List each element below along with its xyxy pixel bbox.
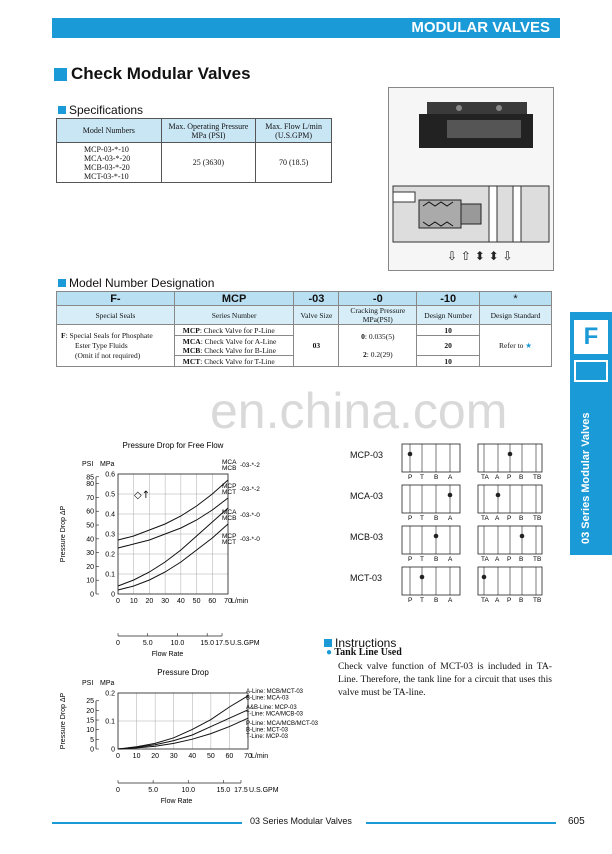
port-label: TB [533,556,542,562]
port-label: B [519,597,524,603]
psi-tick-label: 20 [86,707,94,715]
label-cracking: Cracking Pressure MPa(PSI) [339,306,417,325]
port-label: A [448,474,453,480]
x-tick-label: 30 [169,753,178,760]
port-label: A [495,556,500,562]
spec-model: MCP-03-*-10 [84,144,129,154]
port-label: B [519,515,524,521]
check-valve-mark [520,534,525,539]
code-standard: * [480,292,552,306]
instructions-bullet: ● Tank Line Used [326,647,402,658]
code-size: -03 [294,292,339,306]
design-number: 10 [417,325,480,336]
series-label: MCP [222,483,237,490]
spec-col-pressure: Max. Operating Pressure MPa (PSI) [161,119,256,143]
port-label: T [420,474,424,480]
label-size: Valve Size [294,306,339,325]
psi-tick-label: 5 [90,736,94,744]
psi-unit-label: PSI [82,680,94,687]
gpm-unit-label: U.S.GPM [230,640,260,647]
legend-entry: B-Line: MCA-03 [246,695,289,702]
x-tick-label: 20 [145,598,154,605]
instructions-text: Check valve function of MCT-03 is included in TA-Line. Therefore, the tank line for a circuit that uses this valve must be TA-line. [338,661,552,698]
series-label: -03-*-0 [240,512,260,519]
x-axis-label: Flow Rate [160,798,193,805]
symbol-diagram [350,563,550,603]
series-label: MCT [222,539,237,546]
valve-photo-and-section [389,88,553,270]
symbol-box [402,567,460,595]
port-label: TA [481,474,489,480]
psi-tick-label: 80 [86,481,94,489]
designation-square-icon [58,279,66,287]
psi-tick-label: 85 [86,474,94,482]
port-label: TA [481,556,489,562]
psi-tick-label: 40 [86,536,94,544]
spec-model: MCT-03-*-10 [84,171,129,181]
port-label: B [519,556,524,562]
x-tick-label: 40 [188,753,197,760]
series-mca-mcb: MCA: Check Valve for A-Line MCB: Check Valve for B-Line [174,336,294,356]
x-tick-label: 50 [206,753,215,760]
x-tick-label: 0 [116,753,120,760]
port-label: P [507,597,512,603]
port-label: TA [481,515,489,521]
series-label: MCA [222,509,237,516]
psi-tick-label: 20 [86,563,94,571]
port-label: P [507,515,512,521]
product-images [388,87,554,271]
check-valve-mark [408,452,413,457]
y-axis-label: Pressure Drop ΔP [60,505,67,563]
gpm-tick-label: 0 [116,787,120,794]
port-label: P [408,556,413,562]
label-seal: Special Seals [57,306,175,325]
x-tick-label: 10 [132,753,141,760]
instructions-square-icon [324,639,332,647]
check-valve-mark [434,534,439,539]
port-label: P [408,597,413,603]
series-line [118,710,248,749]
spec-flow-value: 70 (18.5) [256,143,332,183]
series-label: MCP [222,533,237,540]
legend-entry: A-Line: MCB/MCT-03 [246,689,304,695]
y-tick-label: 0.6 [105,471,115,479]
side-tab-letter: F [574,320,608,354]
code-seal: F- [57,292,175,306]
spec-models-cell [57,143,162,183]
y-tick-label: 0 [111,591,115,599]
symbol-box [402,444,460,472]
psi-unit-label: PSI [82,461,94,468]
port-label: P [408,515,413,521]
valve-size-value: 03 [294,325,339,367]
symbol-diagram [350,522,550,562]
gpm-tick-label: 10.0 [170,640,185,647]
x-tick-label: 0 [116,598,120,605]
check-valve-mark [448,493,453,498]
spec-square-icon [58,106,66,114]
spec-col-model: Model Numbers [57,119,162,143]
port-label: B [434,474,439,480]
psi-tick-label: 10 [86,727,94,735]
designation-heading: Model Number Designation [58,274,214,292]
psi-tick-label: 0 [90,746,94,754]
port-label: B [434,515,439,521]
legend-entry: A&B-Line: MCP-03 [246,705,297,711]
series-label: MCB [222,515,237,522]
footer-line-right [366,822,556,824]
port-label: A [495,597,500,603]
port-label: T [420,515,424,521]
port-label: A [448,556,453,562]
mpa-unit-label: MPa [100,680,115,687]
chart-title: Pressure Drop for Free Flow [122,441,224,450]
port-label: B [434,597,439,603]
symbol-diagram [350,481,550,521]
port-label: TB [533,515,542,521]
port-label: B [434,556,439,562]
side-tab [570,312,612,555]
check-valve-mark [508,452,513,457]
spec-pressure-value: 25 (3630) [161,143,256,183]
code-series: MCP [174,292,294,306]
x-tick-label: 20 [151,753,160,760]
gpm-tick-label: 10.0 [181,787,196,794]
y-tick-label: 0 [111,746,115,754]
design-standard: Refer to ★ [480,325,552,367]
psi-tick-label: 30 [86,550,94,558]
symbol-label: MCB-03 [350,532,384,542]
psi-tick-label: 50 [86,522,94,530]
psi-tick-label: 10 [86,577,94,585]
label-series: Series Number [174,306,294,325]
x-tick-label: 60 [225,753,234,760]
y-tick-label: 0.5 [105,491,115,499]
series-mct: MCT: Check Valve for T-Line [174,356,294,367]
psi-tick-label: 70 [86,494,94,502]
x-tick-label: 40 [176,598,185,605]
design-number: 20 [417,336,480,356]
footer-line-left [52,822,242,824]
spec-model: MCA-03-*-20 [84,153,131,163]
footer-text: 03 Series Modular Valves [250,816,352,826]
symbol-box [402,485,460,513]
legend-entry: P-Line: MCA/MCB/MCT-03 [246,721,319,727]
check-valve-mark [482,575,487,580]
port-label: A [495,474,500,480]
x-tick-label: 50 [192,598,201,605]
x-unit-label: L/min [231,598,249,605]
psi-tick-label: 15 [86,717,94,725]
bullet-icon: ● [326,647,333,658]
gpm-unit-label: U.S.GPM [248,787,279,794]
chart-title: Pressure Drop [157,668,209,677]
gpm-tick-label: 5.0 [148,787,159,794]
cracking-values: 0: 0.035(5) 2: 0.2(29) [339,325,417,367]
symbol-diagram [350,440,550,480]
port-label: P [507,556,512,562]
gpm-tick-label: 15.0 [216,787,231,794]
y-tick-label: 0.1 [105,571,115,579]
symbol-box [402,526,460,554]
code-cracking: -0 [339,292,417,306]
symbol-label: MCA-03 [350,491,384,501]
star-icon: ★ [525,341,533,350]
port-label: A [495,515,500,521]
legend-entry: T-Line: MCP-03 [246,734,289,740]
gpm-tick-label: 17.5 [215,640,229,647]
series-label: MCB [222,465,237,472]
designation-table [56,291,552,367]
mpa-unit-label: MPa [100,461,115,468]
side-tab-text: 03 Series Modular Valves [580,412,592,544]
chart-free-flow [56,438,336,658]
psi-tick-label: 25 [86,698,94,706]
port-label: TB [533,474,542,480]
x-axis-label: Flow Rate [151,651,184,658]
port-label: A [448,597,453,603]
series-label: -03-*-0 [240,536,260,543]
legend-entry: B-Line: MCT-03 [246,727,289,734]
gpm-tick-label: 0 [116,640,120,647]
spec-col-flow: Max. Flow L/min (U.S.GPM) [256,119,332,143]
chart-pressure-drop [56,665,336,807]
header-banner: MODULAR VALVES [52,18,560,38]
gpm-tick-label: 15.0 [200,640,215,647]
gpm-tick-label: 17.5 [234,787,248,794]
symbol-label: MCP-03 [350,450,384,460]
y-axis-label: Pressure Drop ΔP [60,692,67,750]
series-label: -03-*-2 [240,486,260,493]
y-tick-label: 0.2 [105,551,115,559]
port-label: A [448,515,453,521]
gpm-tick-label: 5.0 [142,640,153,647]
x-tick-label: 70 [244,753,252,760]
series-label: MCA [222,459,237,466]
side-tab-icon [574,360,608,382]
series-label: -03-*-2 [240,462,260,469]
x-tick-label: 10 [129,598,138,605]
port-label: P [408,474,413,480]
y-tick-label: 0.2 [105,690,115,698]
port-label: T [420,556,424,562]
series-mcp: MCP: Check Valve for P-Line [174,325,294,336]
x-unit-label: L/min [251,753,269,760]
symbol-diagrams [350,440,550,610]
check-valve-mark [496,493,501,498]
legend-entry: T-Line: MCA/MCB-03 [246,711,304,718]
instructions-heading: Instructions [324,634,396,652]
y-tick-label: 0.1 [105,718,115,726]
port-label: P [507,474,512,480]
label-standard: Design Standard [480,306,552,325]
title-square-icon [54,68,67,81]
series-label: MCT [222,489,237,496]
y-tick-label: 0.4 [105,511,115,519]
page-number: 605 [568,816,585,827]
symbol-label: MCT-03 [350,573,383,583]
label-design: Design Number [417,306,480,325]
page-title: Check Modular Valves [54,64,251,84]
port-label: TA [481,597,489,603]
check-symbol: ◇↑ [134,490,151,501]
code-design: -10 [417,292,480,306]
port-label: T [420,597,424,603]
svg-text:⇩ ⇧ ⬍ ⬍ ⇩: ⇩ ⇧ ⬍ ⬍ ⇩ [447,249,513,263]
x-tick-label: 30 [161,598,170,605]
check-valve-mark [420,575,425,580]
spec-model: MCB-03-*-20 [84,162,130,172]
x-tick-label: 70 [224,598,232,605]
seal-description: F: Special Seals for Phosphate Ester Type Fluids (Omit if not required) [57,325,175,367]
y-tick-label: 0.3 [105,531,115,539]
psi-tick-label: 0 [90,591,94,599]
port-label: TB [533,597,542,603]
watermark: en.china.com [210,383,508,439]
psi-tick-label: 60 [86,508,94,516]
specifications-table [56,118,332,183]
port-label: B [519,474,524,480]
x-tick-label: 60 [208,598,217,605]
design-number: 10 [417,356,480,367]
specifications-heading: Specifications [58,101,143,119]
